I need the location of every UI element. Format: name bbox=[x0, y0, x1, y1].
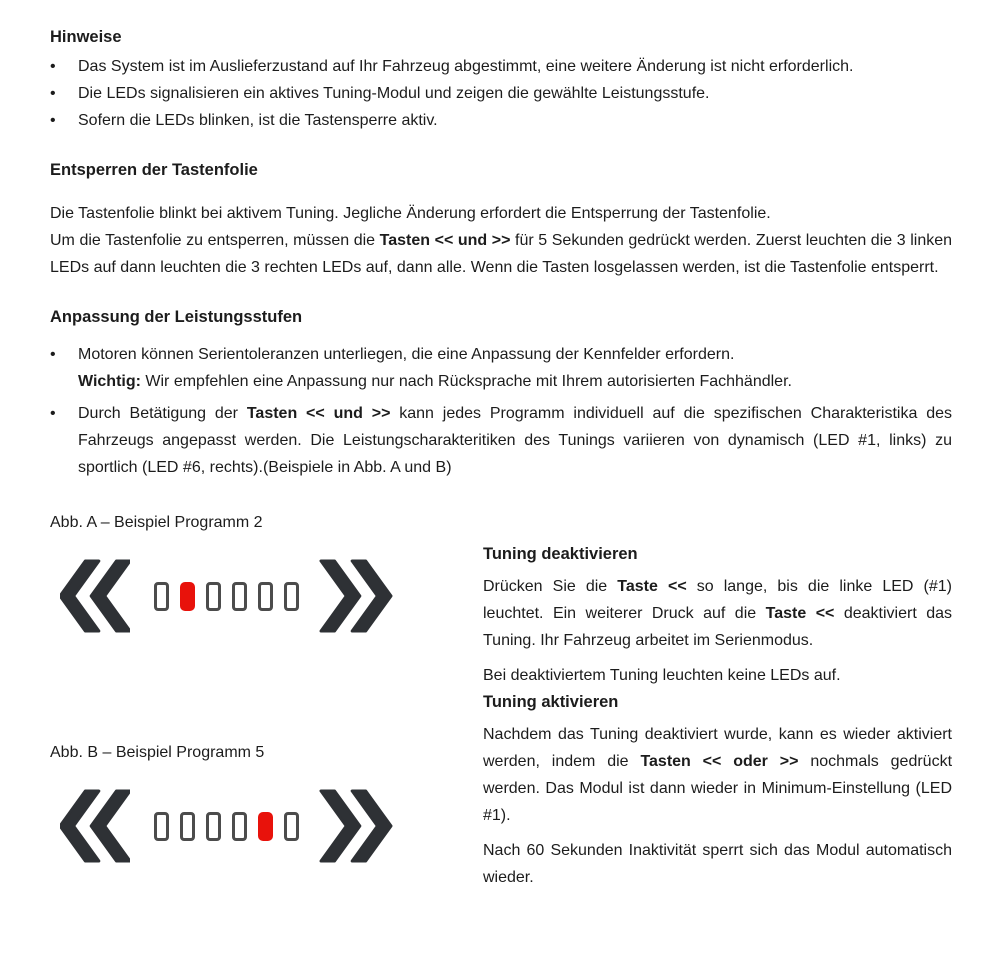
double-chevron-left-icon bbox=[60, 559, 130, 633]
hinweise-bullet-list bbox=[50, 53, 952, 134]
tuning-deaktivieren-note: Bei deaktiviertem Tuning leuchten keine LEDs auf. bbox=[483, 667, 841, 684]
bullet-item bbox=[50, 53, 952, 80]
figure-a-led-panel bbox=[60, 559, 393, 633]
led-indicator-4 bbox=[232, 582, 247, 611]
led-indicator-3 bbox=[206, 812, 221, 841]
led-strip bbox=[154, 582, 299, 611]
tuning-instructions-column bbox=[483, 541, 952, 891]
figures-and-tuning-section bbox=[50, 501, 952, 921]
anpassung-heading: Anpassung der Leistungsstufen bbox=[50, 308, 303, 326]
double-chevron-right-icon bbox=[319, 559, 393, 633]
led-strip bbox=[154, 812, 299, 841]
tuning-aktivieren-heading: Tuning aktivieren bbox=[483, 693, 619, 711]
led-indicator-3 bbox=[206, 582, 221, 611]
led-indicator-2 bbox=[180, 812, 195, 841]
bullet-marker: • bbox=[50, 346, 56, 363]
hinweise-heading: Hinweise bbox=[50, 28, 122, 46]
led-indicator-2-active bbox=[180, 582, 195, 611]
bullet-text: Das System ist im Auslieferzustand auf Ihr Fahrzeug abgestimmt, eine weitere Änderung ist nicht erforderlich. bbox=[78, 58, 854, 75]
bullet-marker: • bbox=[50, 112, 56, 129]
bullet-marker: • bbox=[50, 405, 56, 422]
tuning-deaktivieren-paragraph: Drücken Sie die Taste << so lange, bis die linke LED (#1) leuchtet. Ein weiterer Druck auf die Taste << deaktiviert das Tuning. Ihr Fahrzeug arbeitet im Serienmodus. bbox=[483, 578, 953, 649]
figure-b-led-panel bbox=[60, 789, 393, 863]
entsperren-paragraph: Die Tastenfolie blinkt bei aktivem Tuning. Jegliche Änderung erfordert die Entsperrung der Tastenfolie. Um die Tastenfolie zu entsperren, müssen die Tasten << und >> für 5 Sekunden gedrückt werden. Zuerst leuchten die 3 linken LEDs auf dann leuchten die 3 rechten LEDs auf, dann alle. Wenn die Tasten losgelassen werden, ist die Tastenfolie entsperrt. bbox=[50, 205, 953, 276]
figure-b-label: Abb. B – Beispiel Programm 5 bbox=[50, 744, 265, 761]
bullet-item bbox=[50, 400, 952, 481]
entsperren-heading: Entsperren der Tastenfolie bbox=[50, 161, 258, 179]
tuning-aktivieren-paragraph: Nachdem das Tuning deaktiviert wurde, kann es wieder aktiviert werden, indem die Tasten << oder >> nochmals gedrückt werden. Das Modul ist dann wieder in Minimum-Einstellung (LED #1). bbox=[483, 726, 953, 824]
bullet-item bbox=[50, 107, 952, 134]
bullet-text: Die LEDs signalisieren ein aktives Tuning-Modul und zeigen die gewählte Leistungsstufe. bbox=[78, 85, 710, 102]
led-indicator-6 bbox=[284, 582, 299, 611]
led-indicator-6 bbox=[284, 812, 299, 841]
tuning-deaktivieren-heading: Tuning deaktivieren bbox=[483, 545, 638, 563]
bullet-item bbox=[50, 341, 952, 395]
bullet-text: Durch Betätigung der Tasten << und >> kann jedes Programm individuell auf die spezifischen Charakteristika des Fahrzeugs angepasst werden. Die Leistungscharakteritiken des Tunings variieren von dynamisch (LED #1, links) zu sportlich (LED #6, rechts).(Beispiele in Abb. A und B) bbox=[78, 405, 952, 476]
led-indicator-1 bbox=[154, 582, 169, 611]
manual-page bbox=[50, 0, 952, 921]
bullet-text: Motoren können Serientoleranzen unterliegen, die eine Anpassung der Kennfelder erfordern. Wichtig: Wir empfehlen eine Anpassung nur nach Rücksprache mit Ihrem autorisierten Fachhändler. bbox=[78, 346, 792, 390]
double-chevron-left-icon bbox=[60, 789, 130, 863]
led-indicator-5 bbox=[258, 582, 273, 611]
led-indicator-1 bbox=[154, 812, 169, 841]
bullet-marker: • bbox=[50, 85, 56, 102]
tuning-aktivieren-note: Nach 60 Sekunden Inaktivität sperrt sich das Modul automatisch wieder. bbox=[483, 842, 952, 886]
bullet-item bbox=[50, 80, 952, 107]
figure-a-label: Abb. A – Beispiel Programm 2 bbox=[50, 514, 263, 531]
led-indicator-4 bbox=[232, 812, 247, 841]
double-chevron-right-icon bbox=[319, 789, 393, 863]
bullet-marker: • bbox=[50, 58, 56, 75]
bullet-text: Sofern die LEDs blinken, ist die Tastensperre aktiv. bbox=[78, 112, 438, 129]
led-indicator-5-active bbox=[258, 812, 273, 841]
